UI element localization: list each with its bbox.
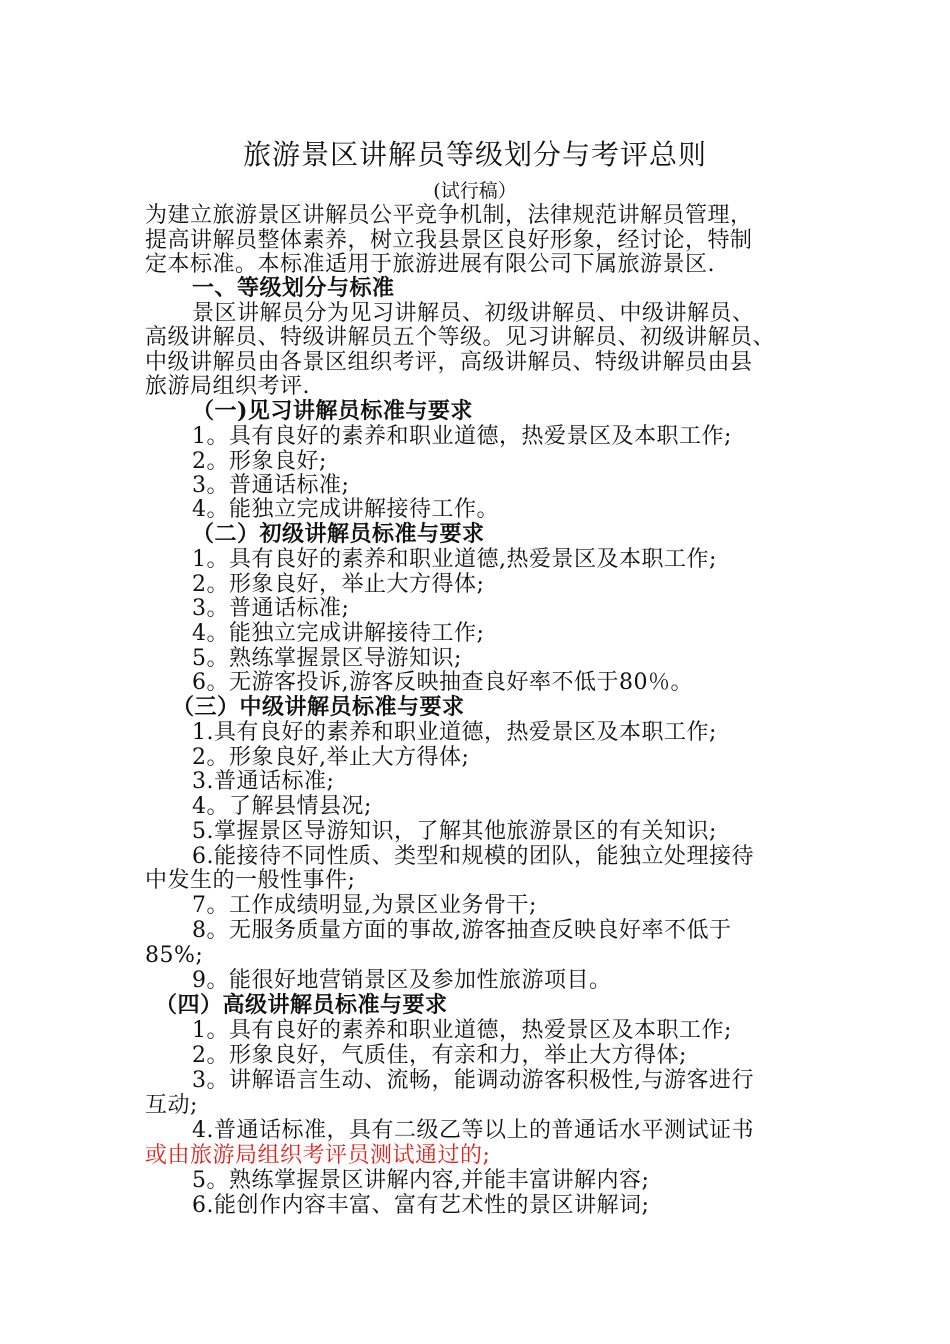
list-item: 3。讲解语言生动、流畅，能调动游客积极性,与游客进行: [192, 1068, 754, 1093]
list-item: 8。无服务质量方面的事故,游客抽查反映良好率不低于: [192, 918, 732, 943]
subsection-heading: （四）高级讲解员标准与要求: [155, 992, 448, 1018]
paragraph-line: 高级讲解员、特级讲解员五个等级。见习讲解员、初级讲解员、: [145, 325, 776, 350]
intro-line: 为建立旅游景区讲解员公平竞争机制，法律规范讲解员管理，: [145, 203, 753, 228]
list-item: 4.普通话标准，具有二级乙等以上的普通话水平测试证书: [192, 1118, 754, 1143]
list-item: 6。无游客投诉,游客反映抽查良好率不低于80％。: [192, 670, 693, 695]
list-item: 1。具有良好的素养和职业道德,热爱景区及本职工作;: [192, 547, 717, 572]
list-item: 1.具有良好的素养和职业道德，热爱景区及本职工作;: [192, 720, 717, 745]
list-item: 4。能独立完成讲解接待工作。: [192, 497, 499, 522]
list-item: 2。形象良好，举止大方得体;: [192, 572, 485, 597]
paragraph-line: 旅游局组织考评.: [145, 374, 310, 399]
list-item: 4。能独立完成讲解接待工作;: [192, 621, 485, 646]
list-item: 2。形象良好，气质佳，有亲和力，举止大方得体;: [192, 1043, 687, 1068]
subsection-heading: （三）中级讲解员标准与要求: [172, 694, 465, 720]
highlighted-text: 或由旅游局组织考评员测试通过的;: [145, 1143, 491, 1168]
intro-line: 提高讲解员整体素养，树立我县景区良好形象，经讨论，特制: [145, 228, 753, 253]
list-item: 1。具有良好的素养和职业道德，热爱景区及本职工作;: [192, 1018, 732, 1043]
list-item: 5。熟练掌握景区讲解内容,并能丰富讲解内容;: [192, 1168, 650, 1193]
list-item: 7。工作成绩明显,为景区业务骨干;: [192, 893, 537, 918]
list-item: 5.掌握景区导游知识，了解其他旅游景区的有关知识;: [192, 819, 717, 844]
list-item: 4。了解县情县况;: [192, 794, 372, 819]
list-item: 2。形象良好;: [192, 449, 327, 474]
page-title: 旅游景区讲解员等级划分与考评总则: [242, 138, 707, 171]
paragraph-line: 中级讲解员由各景区组织考评，高级讲解员、特级讲解员由县: [145, 350, 753, 375]
list-item: 6.能创作内容丰富、富有艺术性的景区讲解词;: [192, 1193, 650, 1218]
section-heading: 一、等级划分与标准: [192, 275, 395, 301]
list-item: 5。熟练掌握景区导游知识;: [192, 646, 462, 671]
page-subtitle: (试行稿）: [433, 180, 517, 202]
list-item: 9。能很好地营销景区及参加性旅游项目。: [192, 968, 612, 993]
list-item: 1。具有良好的素养和职业道德，热爱景区及本职工作;: [192, 424, 732, 449]
list-item: 中发生的一般性事件;: [145, 868, 356, 893]
list-item: 3.普通话标准;: [192, 769, 335, 794]
paragraph-line: 景区讲解员分为见习讲解员、初级讲解员、中级讲解员、: [192, 301, 755, 326]
list-item: 85%;: [145, 943, 204, 968]
list-item: 3。普通话标准;: [192, 596, 350, 621]
subsection-heading: （二）初级讲解员标准与要求: [192, 521, 485, 547]
list-item: 3。普通话标准;: [192, 473, 350, 498]
subsection-heading: （一)见习讲解员标准与要求: [192, 398, 473, 424]
list-item: 互动;: [145, 1093, 198, 1118]
intro-line: 定本标准。本标准适用于旅游进展有限公司下属旅游景区.: [145, 252, 715, 277]
list-item: 2。形象良好,举止大方得体;: [192, 745, 470, 770]
list-item: 6.能接待不同性质、类型和规模的团队，能独立处理接待: [192, 844, 754, 869]
